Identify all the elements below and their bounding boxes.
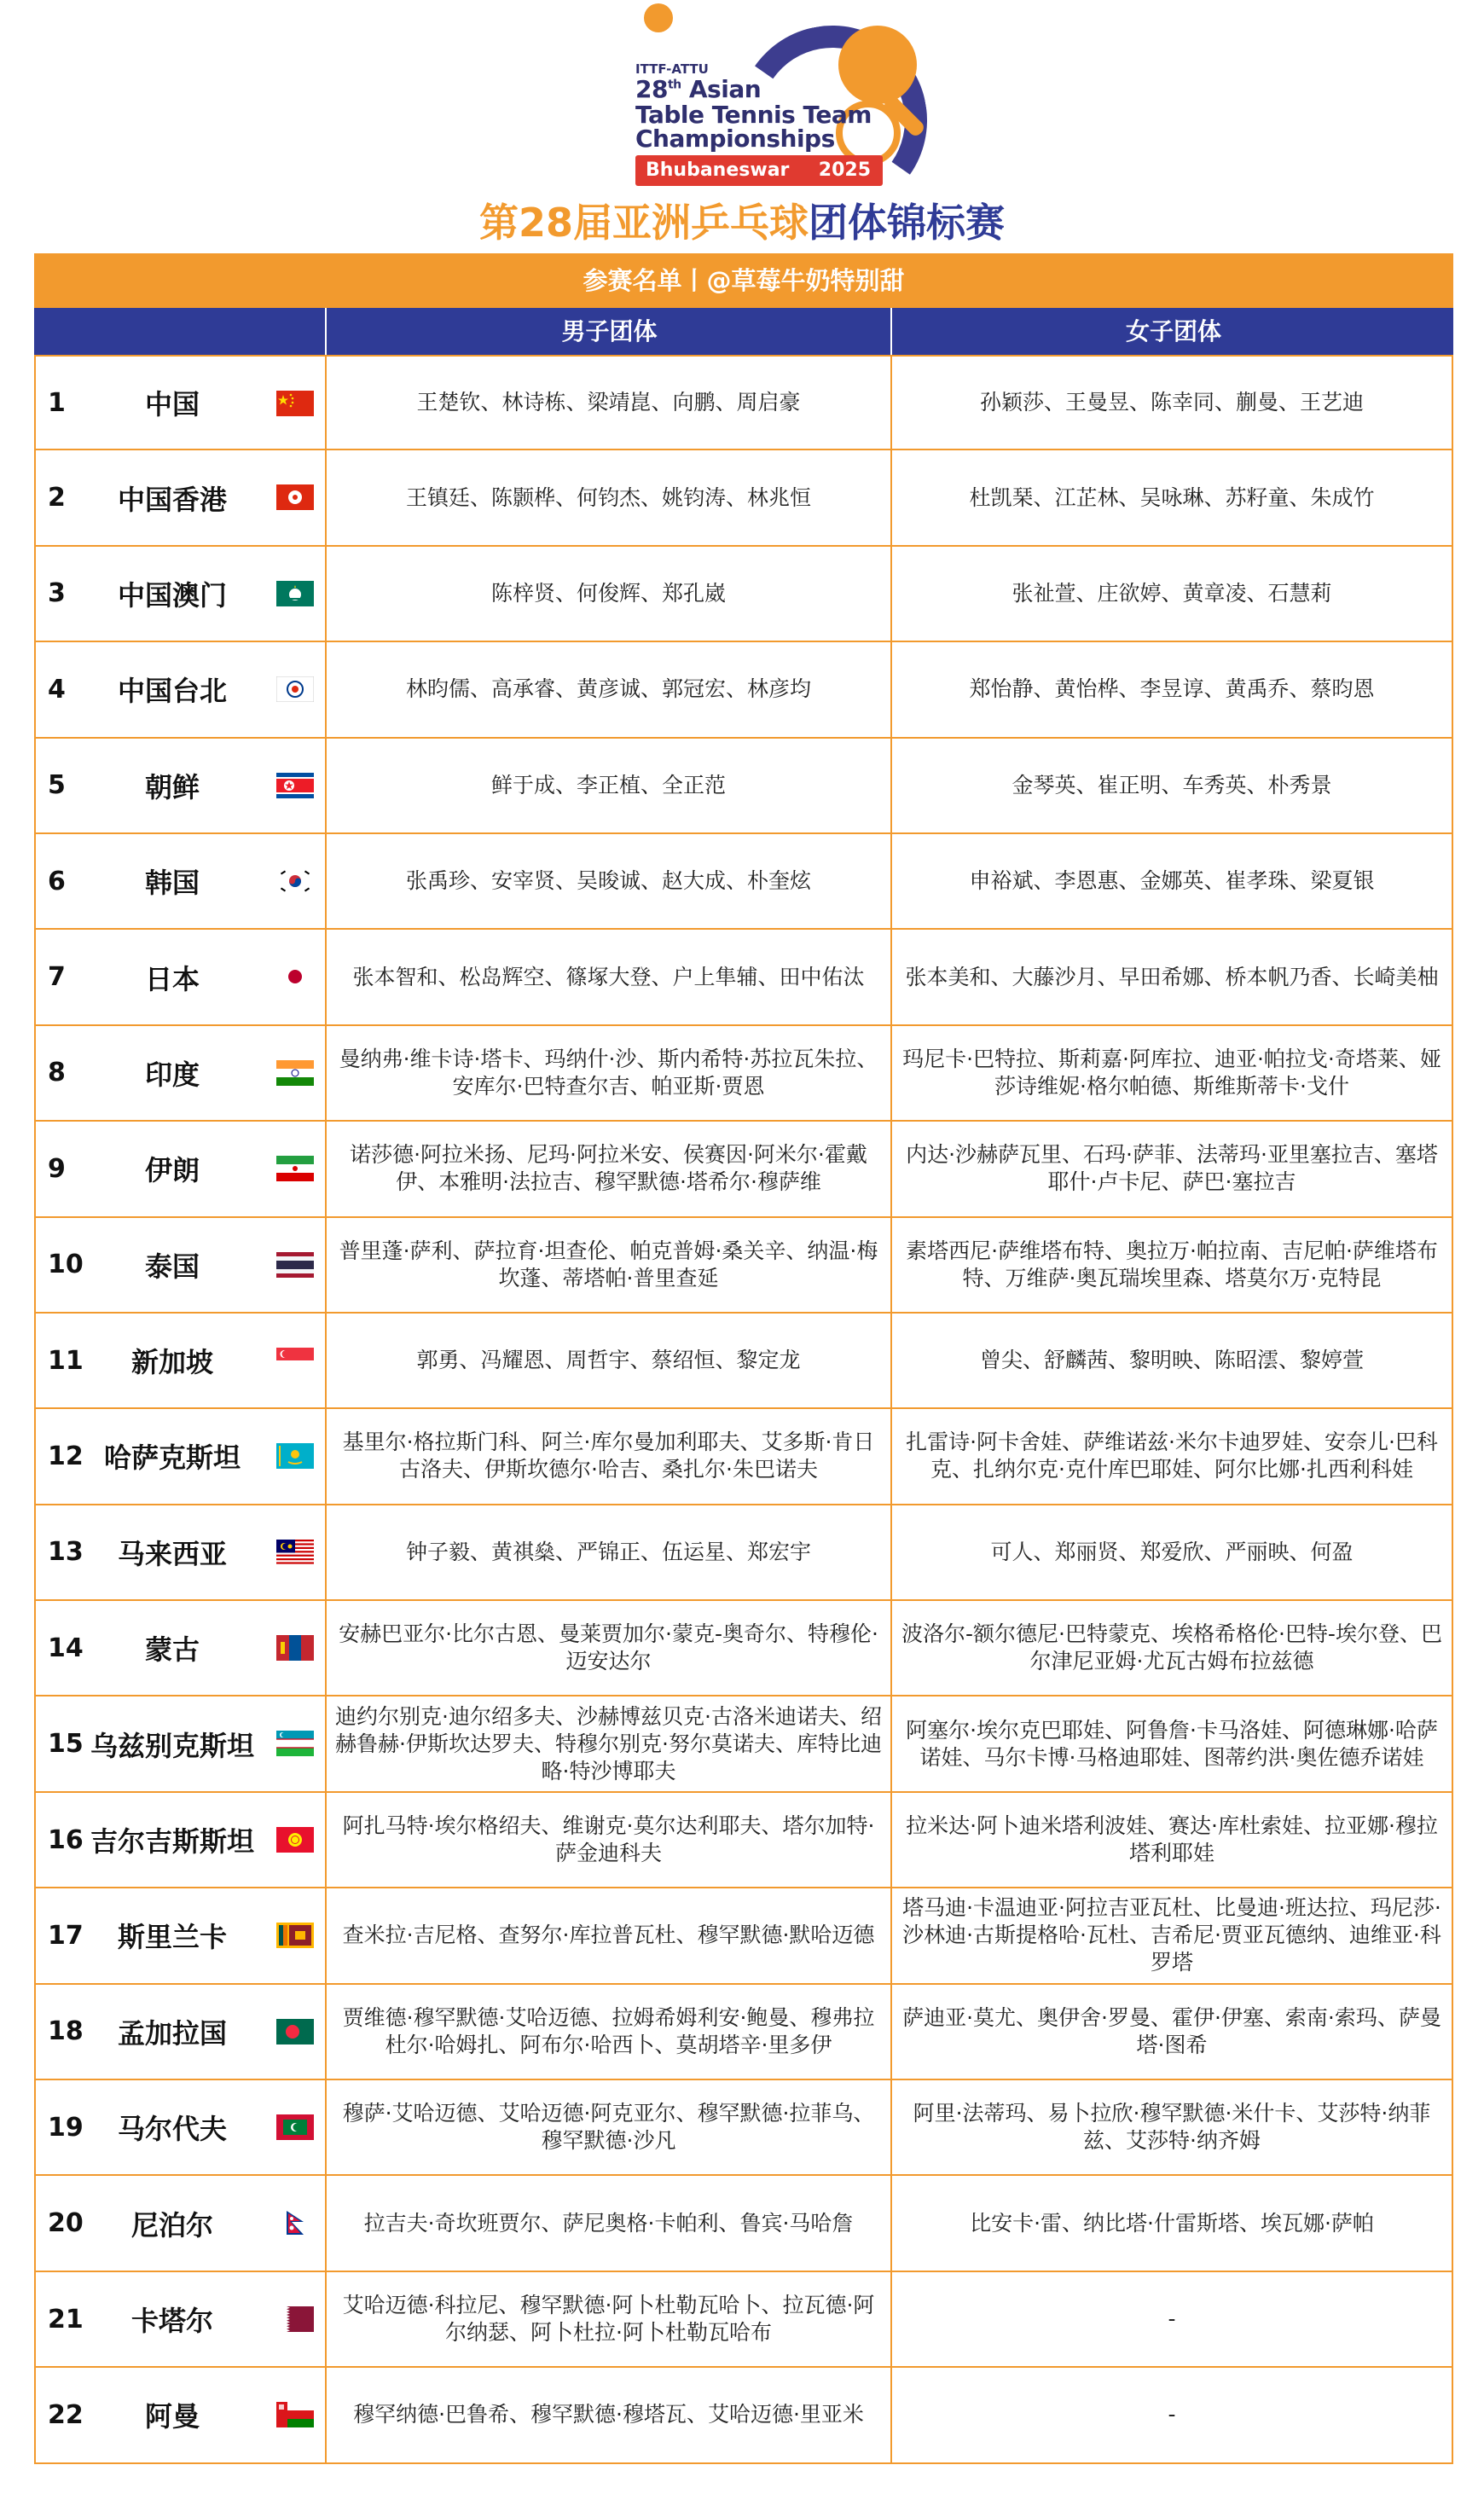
bangladesh-flag-icon [276, 2019, 314, 2044]
country-name: 马尔代夫 [117, 2113, 227, 2146]
women-team-cell [890, 1793, 1453, 1887]
women-team-cell [890, 642, 1453, 736]
men-roster: 贾维德·穆罕默德·艾哈迈德、拉姆希姆利安·鲍曼、穆弗拉杜尔·哈姆扎、阿布尔·哈西卜、莫胡塔辛·里多伊 [342, 2004, 875, 2057]
table-row [34, 2176, 1453, 2271]
country-cell [34, 1409, 325, 1503]
table-row [34, 642, 1453, 738]
country-cell [34, 930, 325, 1024]
championship-logo [627, 0, 917, 189]
table-row [34, 1505, 1453, 1601]
women-roster: 内达·沙赫萨瓦里、石玛·萨菲、法蒂玛·亚里塞拉吉、塞塔耶什·卢卡尼、萨巴·塞拉吉 [906, 1142, 1438, 1195]
subtitle-bar: 参赛名单丨@草莓牛奶特别甜 [34, 253, 1453, 308]
country-name: 印度 [144, 1058, 200, 1091]
row-number: 2 [48, 483, 66, 513]
china-flag-icon [276, 391, 314, 416]
women-roster: 素塔西尼·萨维塔布特、奥拉万·帕拉南、吉尼帕·萨维塔布特、万维萨·奥瓦瑞埃里森、塔莫尔万·克特昆 [906, 1238, 1438, 1290]
women-roster: 阿塞尔·埃尔克巴耶娃、阿鲁詹·卡马洛娃、阿德琳娜·哈萨诺娃、马尔卡博·马格迪耶娃、图蒂约洪·奥佐德乔诺娃 [906, 1717, 1438, 1770]
women-roster: 曾尖、舒麟茜、黎明映、陈昭澐、黎婷萱 [979, 1348, 1364, 1373]
women-team-cell [890, 739, 1453, 832]
country-name: 日本 [144, 962, 200, 995]
women-team-cell [890, 930, 1453, 1024]
iran-flag-icon [276, 1156, 314, 1181]
men-roster: 王镇廷、陈颢桦、何钧杰、姚钧涛、林兆恒 [405, 484, 811, 510]
women-team-cell [890, 1122, 1453, 1215]
women-team-cell [890, 547, 1453, 641]
table-row [34, 547, 1453, 642]
row-number: 18 [48, 2016, 84, 2047]
table-row [34, 1696, 1453, 1792]
row-number: 16 [48, 1824, 84, 1855]
men-team-cell [325, 1218, 890, 1312]
country-cell [34, 2080, 325, 2174]
nepal-flag-icon [276, 2210, 314, 2236]
korea-flag-icon [276, 868, 314, 894]
men-roster: 诺莎德·阿拉米扬、尼玛·阿拉米安、侯赛因·阿米尔·霍戴伊、本雅明·法拉吉、穆罕默德·塔希尔·穆萨维 [350, 1142, 867, 1195]
country-name: 尼泊尔 [130, 2208, 213, 2242]
country-cell [34, 642, 325, 736]
men-roster: 王楚钦、林诗栋、梁靖崑、向鹏、周启豪 [416, 390, 801, 415]
men-roster: 张本智和、松岛辉空、篠塚大登、户上隼辅、田中佑汰 [352, 964, 865, 989]
table-body [34, 355, 1453, 2464]
country-name: 卡塔尔 [130, 2305, 213, 2337]
table-row [34, 2080, 1453, 2176]
country-cell [34, 739, 325, 832]
kazakhstan-flag-icon [276, 1443, 314, 1469]
sri-lanka-flag-icon [276, 1923, 314, 1948]
country-cell [34, 1601, 325, 1695]
singapore-flag-icon [276, 1348, 314, 1373]
women-team-cell [890, 834, 1453, 928]
country-name: 乌兹别克斯坦 [90, 1729, 254, 1762]
country-name: 中国 [144, 388, 200, 421]
table-row [34, 2272, 1453, 2368]
men-roster: 穆罕纳德·巴鲁希、穆罕默德·穆塔瓦、艾哈迈德·里亚米 [353, 2402, 864, 2427]
page-title [0, 193, 1484, 252]
men-roster: 钟子毅、黄祺燊、严锦正、伍运星、郑宏宇 [405, 1539, 811, 1564]
table-row [34, 834, 1453, 930]
men-team-cell [325, 1888, 890, 1982]
men-roster: 鲜于成、李正植、全正范 [490, 772, 726, 798]
table-row [34, 1985, 1453, 2080]
table-row [34, 739, 1453, 834]
men-team-cell [325, 2368, 890, 2462]
women-team-cell [890, 1314, 1453, 1407]
table-row [34, 1218, 1453, 1314]
men-team-cell [325, 1985, 890, 2079]
table-row [34, 1122, 1453, 1217]
women-team-cell [890, 450, 1453, 544]
country-name: 朝鲜 [144, 770, 200, 803]
women-roster: 波洛尔-额尔德尼·巴特蒙克、埃格希格伦·巴特-埃尔登、巴尔津尼亚姆·尤瓦古姆布拉兹德 [901, 1621, 1442, 1674]
row-number: 12 [48, 1441, 84, 1471]
row-number: 1 [48, 387, 66, 418]
table-row [34, 1409, 1453, 1505]
india-flag-icon [276, 1060, 314, 1086]
women-team-cell [890, 1505, 1453, 1599]
maldives-flag-icon [276, 2114, 314, 2140]
women-roster: - [1168, 2306, 1176, 2331]
women-roster: 塔马迪·卡温迪亚·阿拉吉亚瓦杜、比曼迪·班达拉、玛尼莎·沙林迪·古斯提格哈·瓦杜、吉希尼·贾亚瓦德纳、迪维亚·科罗塔 [902, 1895, 1441, 1975]
row-number: 6 [48, 866, 66, 896]
table-row [34, 1793, 1453, 1888]
title-part2: 团体锦标赛 [809, 200, 1005, 246]
row-number: 7 [48, 962, 66, 993]
country-cell [34, 450, 325, 544]
men-team-cell [325, 547, 890, 641]
logo-line3: Championships [635, 125, 835, 153]
men-roster: 普里蓬·萨利、萨拉育·坦查伦、帕克普姆·桑关辛、纳温·梅坎蓬、蒂塔帕·普里查延 [339, 1238, 878, 1290]
women-team-cell [890, 1218, 1453, 1312]
women-roster: 张本美和、大藤沙月、早田希娜、桥本帆乃香、长崎美柚 [905, 964, 1439, 989]
country-name: 伊朗 [144, 1154, 200, 1187]
ball-icon [644, 3, 673, 32]
country-cell [34, 1793, 325, 1887]
logo-line1: 28th Asian [635, 75, 762, 103]
row-number: 15 [48, 1729, 84, 1760]
country-cell [34, 1314, 325, 1407]
women-roster: 扎雷诗·阿卡舍娃、萨维诺兹·米尔卡迪罗娃、安奈儿·巴科克、扎纳尔克·克什库巴耶娃、阿尔比娜·扎西利科娃 [906, 1430, 1438, 1482]
men-team-cell [325, 2080, 890, 2174]
row-number: 11 [48, 1345, 84, 1376]
row-number: 3 [48, 578, 66, 609]
women-roster: 孙颖莎、王曼昱、陈幸同、蒯曼、王艺迪 [979, 390, 1364, 415]
table-row [34, 2368, 1453, 2463]
country-cell [34, 357, 325, 449]
logo-org: ITTF-ATTU [635, 61, 709, 77]
country-name: 吉尔吉斯斯坦 [90, 1825, 254, 1859]
mongolia-flag-icon [276, 1635, 314, 1661]
row-number: 8 [48, 1058, 66, 1088]
logo-line2: Table Tennis Team [635, 101, 872, 129]
table-row [34, 450, 1453, 546]
men-team-cell [325, 1026, 890, 1120]
country-cell [34, 2272, 325, 2366]
women-roster: 郑怡静、黄怡桦、李昱谆、黄禹乔、蔡昀恩 [969, 676, 1375, 702]
row-number: 10 [48, 1250, 84, 1280]
men-roster: 基里尔·格拉斯门科、阿兰·库尔曼加利耶夫、艾多斯·肯日古洛夫、伊斯坎德尔·哈吉、桑扎尔·朱巴诺夫 [342, 1430, 875, 1482]
row-number: 13 [48, 1537, 84, 1568]
men-roster: 拉吉夫·奇坎班贾尔、萨尼奥格·卡帕利、鲁宾·马哈詹 [363, 2210, 854, 2236]
men-team-cell [325, 1505, 890, 1599]
women-team-cell [890, 2368, 1453, 2462]
men-roster: 郭勇、冯耀恩、周哲宇、蔡绍恒、黎定龙 [416, 1348, 801, 1373]
table-row [34, 1314, 1453, 1409]
women-roster: 阿里·法蒂玛、易卜拉欣·穆罕默德·米什卡、艾莎特·纳菲兹、艾莎特·纳齐姆 [913, 2101, 1431, 2154]
country-cell [34, 1122, 325, 1215]
malaysia-flag-icon [276, 1540, 314, 1565]
men-roster: 林昀儒、高承睿、黄彦诚、郭冠宏、林彦均 [405, 676, 811, 702]
country-cell [34, 547, 325, 641]
men-roster: 曼纳弗·维卡诗·塔卡、玛纳什·沙、斯内希特·苏拉瓦朱拉、安库尔·巴特查尔吉、帕亚斯·贾恩 [339, 1046, 878, 1099]
country-name: 中国台北 [117, 675, 227, 708]
women-roster: 杜凯琹、江芷林、吴咏琳、苏籽童、朱成竹 [969, 484, 1375, 510]
men-team-cell [325, 739, 890, 832]
men-roster: 穆萨·艾哈迈德、艾哈迈德·阿克亚尔、穆罕默德·拉菲乌、穆罕默德·沙凡 [342, 2101, 875, 2154]
logo-year: 2025 [818, 160, 871, 181]
women-roster: - [1168, 2402, 1176, 2427]
header-women-team: 女子团体 [890, 308, 1455, 355]
hong-kong-flag-icon [276, 484, 314, 510]
oman-flag-icon [276, 2402, 314, 2427]
women-team-cell [890, 1409, 1453, 1503]
row-number: 21 [48, 2304, 84, 2334]
women-roster: 拉米达·阿卜迪米塔利波娃、赛达·库杜索娃、拉亚娜·穆拉塔利耶娃 [906, 1813, 1438, 1866]
qatar-flag-icon [276, 2306, 314, 2332]
country-name: 泰国 [144, 1250, 200, 1283]
country-cell [34, 1696, 325, 1790]
table-row [34, 1888, 1453, 1984]
title-part1: 第28届亚洲乒乓球 [478, 200, 809, 246]
women-roster: 可人、郑丽贤、郑爱欣、严丽映、何盈 [990, 1539, 1354, 1564]
country-cell [34, 2176, 325, 2270]
table-row [34, 355, 1453, 450]
country-name: 阿曼 [144, 2400, 200, 2433]
men-roster: 查米拉·吉尼格、查努尔·库拉普瓦杜、穆罕默德·默哈迈德 [342, 1923, 875, 1948]
thailand-flag-icon [276, 1252, 314, 1278]
women-roster: 比安卡·雷、纳比塔·什雷斯塔、埃瓦娜·萨帕 [970, 2210, 1374, 2236]
country-name: 新加坡 [130, 1346, 213, 1379]
country-name: 韩国 [144, 867, 200, 900]
men-roster: 张禹珍、安宰贤、吴晙诚、赵大成、朴奎炫 [405, 868, 811, 894]
men-team-cell [325, 1696, 890, 1790]
country-name: 斯里兰卡 [117, 1921, 227, 1954]
women-roster: 张祉萱、庄欲婷、黄章凌、石慧莉 [1012, 580, 1332, 606]
men-roster: 阿扎马特·埃尔格绍夫、维谢克·莫尔达利耶夫、塔尔加特·萨金迪科夫 [342, 1813, 875, 1866]
row-number: 5 [48, 770, 66, 801]
women-team-cell [890, 1026, 1453, 1120]
men-team-cell [325, 1122, 890, 1215]
women-team-cell [890, 2176, 1453, 2270]
kyrgyzstan-flag-icon [276, 1827, 314, 1853]
chinese-taipei-flag-icon [276, 676, 314, 702]
women-team-cell [890, 1888, 1453, 1982]
country-cell [34, 1505, 325, 1599]
row-number: 4 [48, 674, 66, 705]
table-row [34, 1026, 1453, 1122]
table-row [34, 930, 1453, 1025]
country-name: 中国香港 [117, 483, 227, 516]
women-team-cell [890, 1601, 1453, 1695]
men-team-cell [325, 642, 890, 736]
women-roster: 金琴英、崔正明、车秀英、朴秀景 [1012, 772, 1332, 798]
men-team-cell [325, 2176, 890, 2270]
men-team-cell [325, 2272, 890, 2366]
men-team-cell [325, 357, 890, 449]
japan-flag-icon [276, 964, 314, 989]
logo-city: Bhubaneswar [646, 160, 790, 181]
row-number: 9 [48, 1153, 66, 1184]
country-cell [34, 834, 325, 928]
header-men-team: 男子团体 [325, 308, 892, 355]
country-cell [34, 2368, 325, 2462]
country-name: 孟加拉国 [117, 2016, 227, 2050]
men-team-cell [325, 450, 890, 544]
macau-flag-icon [276, 581, 314, 606]
women-roster: 申裕斌、李恩惠、金娜英、崔孝珠、梁夏银 [969, 868, 1375, 894]
dprk-flag-icon [276, 773, 314, 798]
men-roster: 迪约尔别克·迪尔绍多夫、沙赫博兹贝克·古洛米迪诺夫、绍赫鲁赫·伊斯坎达罗夫、特穆尔别克·努尔莫诺夫、库特比迪略·特沙博耶夫 [335, 1703, 882, 1784]
row-number: 17 [48, 1920, 84, 1951]
women-team-cell [890, 2080, 1453, 2174]
women-roster: 玛尼卡·巴特拉、斯莉嘉·阿库拉、迪亚·帕拉戈·奇塔莱、娅莎诗维妮·格尔帕德、斯维斯蒂卡·戈什 [902, 1046, 1441, 1099]
men-team-cell [325, 834, 890, 928]
women-team-cell [890, 1696, 1453, 1790]
country-name: 哈萨克斯坦 [103, 1441, 241, 1475]
women-team-cell [890, 357, 1453, 449]
country-cell [34, 1985, 325, 2079]
table-header [34, 308, 1453, 355]
country-name: 马来西亚 [117, 1537, 227, 1570]
country-cell [34, 1218, 325, 1312]
row-number: 14 [48, 1633, 84, 1663]
men-team-cell [325, 1409, 890, 1503]
country-cell [34, 1026, 325, 1120]
men-roster: 艾哈迈德·科拉尼、穆罕默德·阿卜杜勒瓦哈卜、拉瓦德·阿尔纳瑟、阿卜杜拉·阿卜杜勒瓦哈布 [342, 2293, 875, 2345]
women-team-cell [890, 1985, 1453, 2079]
logo-band [635, 155, 883, 186]
women-team-cell [890, 2272, 1453, 2366]
table-row [34, 1601, 1453, 1696]
country-name: 蒙古 [144, 1633, 200, 1667]
men-team-cell [325, 1314, 890, 1407]
row-number: 20 [48, 2208, 84, 2239]
men-team-cell [325, 1601, 890, 1695]
row-number: 19 [48, 2112, 84, 2143]
uzbekistan-flag-icon [276, 1731, 314, 1756]
women-roster: 萨迪亚·莫尤、奥伊舍·罗曼、霍伊·伊塞、索南·索玛、萨曼塔·图希 [902, 2004, 1441, 2057]
men-roster: 陈梓贤、何俊辉、郑孔崴 [490, 580, 726, 606]
paddle-icon [838, 26, 917, 104]
roster-table [34, 308, 1453, 2464]
men-roster: 安赫巴亚尔·比尔古恩、曼莱贾加尔·蒙克-奥奇尔、特穆伦·迈安达尔 [339, 1621, 878, 1674]
men-team-cell [325, 930, 890, 1024]
men-team-cell [325, 1793, 890, 1887]
country-cell [34, 1888, 325, 1982]
row-number: 22 [48, 2399, 84, 2430]
country-name: 中国澳门 [117, 578, 227, 612]
